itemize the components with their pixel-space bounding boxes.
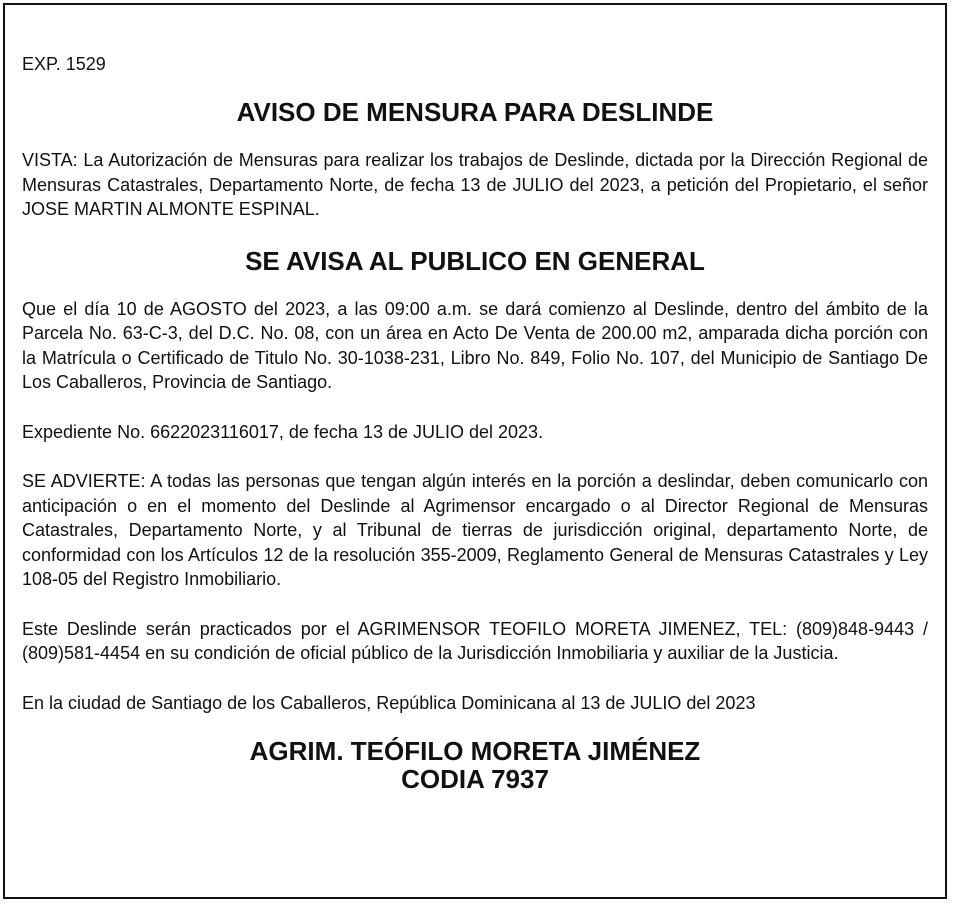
vista-paragraph: VISTA: La Autorización de Mensuras para realizar los trabajos de Deslinde, dictada por la Dirección Regional de Mensuras Catastrales, Departamento Norte, de fecha 13 de JULIO del 2023, a petición del Propietario, el señor JOSE MARTIN ALMONTE ESPINAL. xyxy=(22,150,928,219)
surveyor-paragraph: Este Deslinde serán practicados por el AGRIMENSOR TEOFILO MORETA JIMENEZ, TEL: (809)848-9443 / (809)581-4454 en su condición de oficial público de la Jurisdicción Inmobiliaria y auxiliar de la Justicia. xyxy=(22,618,928,663)
expediente-reference: EXP. 1529 xyxy=(22,54,106,74)
signature-codia: CODIA 7937 xyxy=(401,764,549,794)
advierte-paragraph: SE ADVIERTE: A todas las personas que tengan algún interés en la porción a deslindar, deben comunicarlo con anticipación o en el momento del Deslinde al Agrimensor encargado o al Director Regional de Mensuras Catastrales, Departamento Norte, y al Tribunal de tierras de jurisdicción original, departamento Norte, de conformidad con los Artículos 12 de la resolución 355-2009, Reglamento General de Mensuras Catastrales y Ley 108-05 del Registro Inmobiliario. xyxy=(22,471,928,589)
signature-block xyxy=(22,737,928,793)
legal-notice xyxy=(3,3,947,899)
deslinde-details-paragraph: Que el día 10 de AGOSTO del 2023, a las 09:00 a.m. se dará comienzo al Deslinde, dentro del ámbito de la Parcela No. 63-C-3, del D.C. No. 08, con un área en Acto De Venta de 200.00 m2, amparada dicha porción con la Matrícula o Certificado de Titulo No. 30-1038-231, Libro No. 849, Folio No. 107, del Municipio de Santiago De Los Caballeros, Provincia de Santiago. xyxy=(22,298,928,392)
notice-subtitle: SE AVISA AL PUBLICO EN GENERAL xyxy=(245,245,705,276)
expediente-paragraph: Expediente No. 6622023116017, de fecha 13 de JULIO del 2023. xyxy=(22,421,544,442)
city-date-paragraph: En la ciudad de Santiago de los Caballeros, República Dominicana al 13 de JULIO del 2023 xyxy=(22,692,756,713)
notice-title: AVISO DE MENSURA PARA DESLINDE xyxy=(236,97,714,127)
signature-name: AGRIM. TEÓFILO MORETA JIMÉNEZ xyxy=(249,736,701,766)
